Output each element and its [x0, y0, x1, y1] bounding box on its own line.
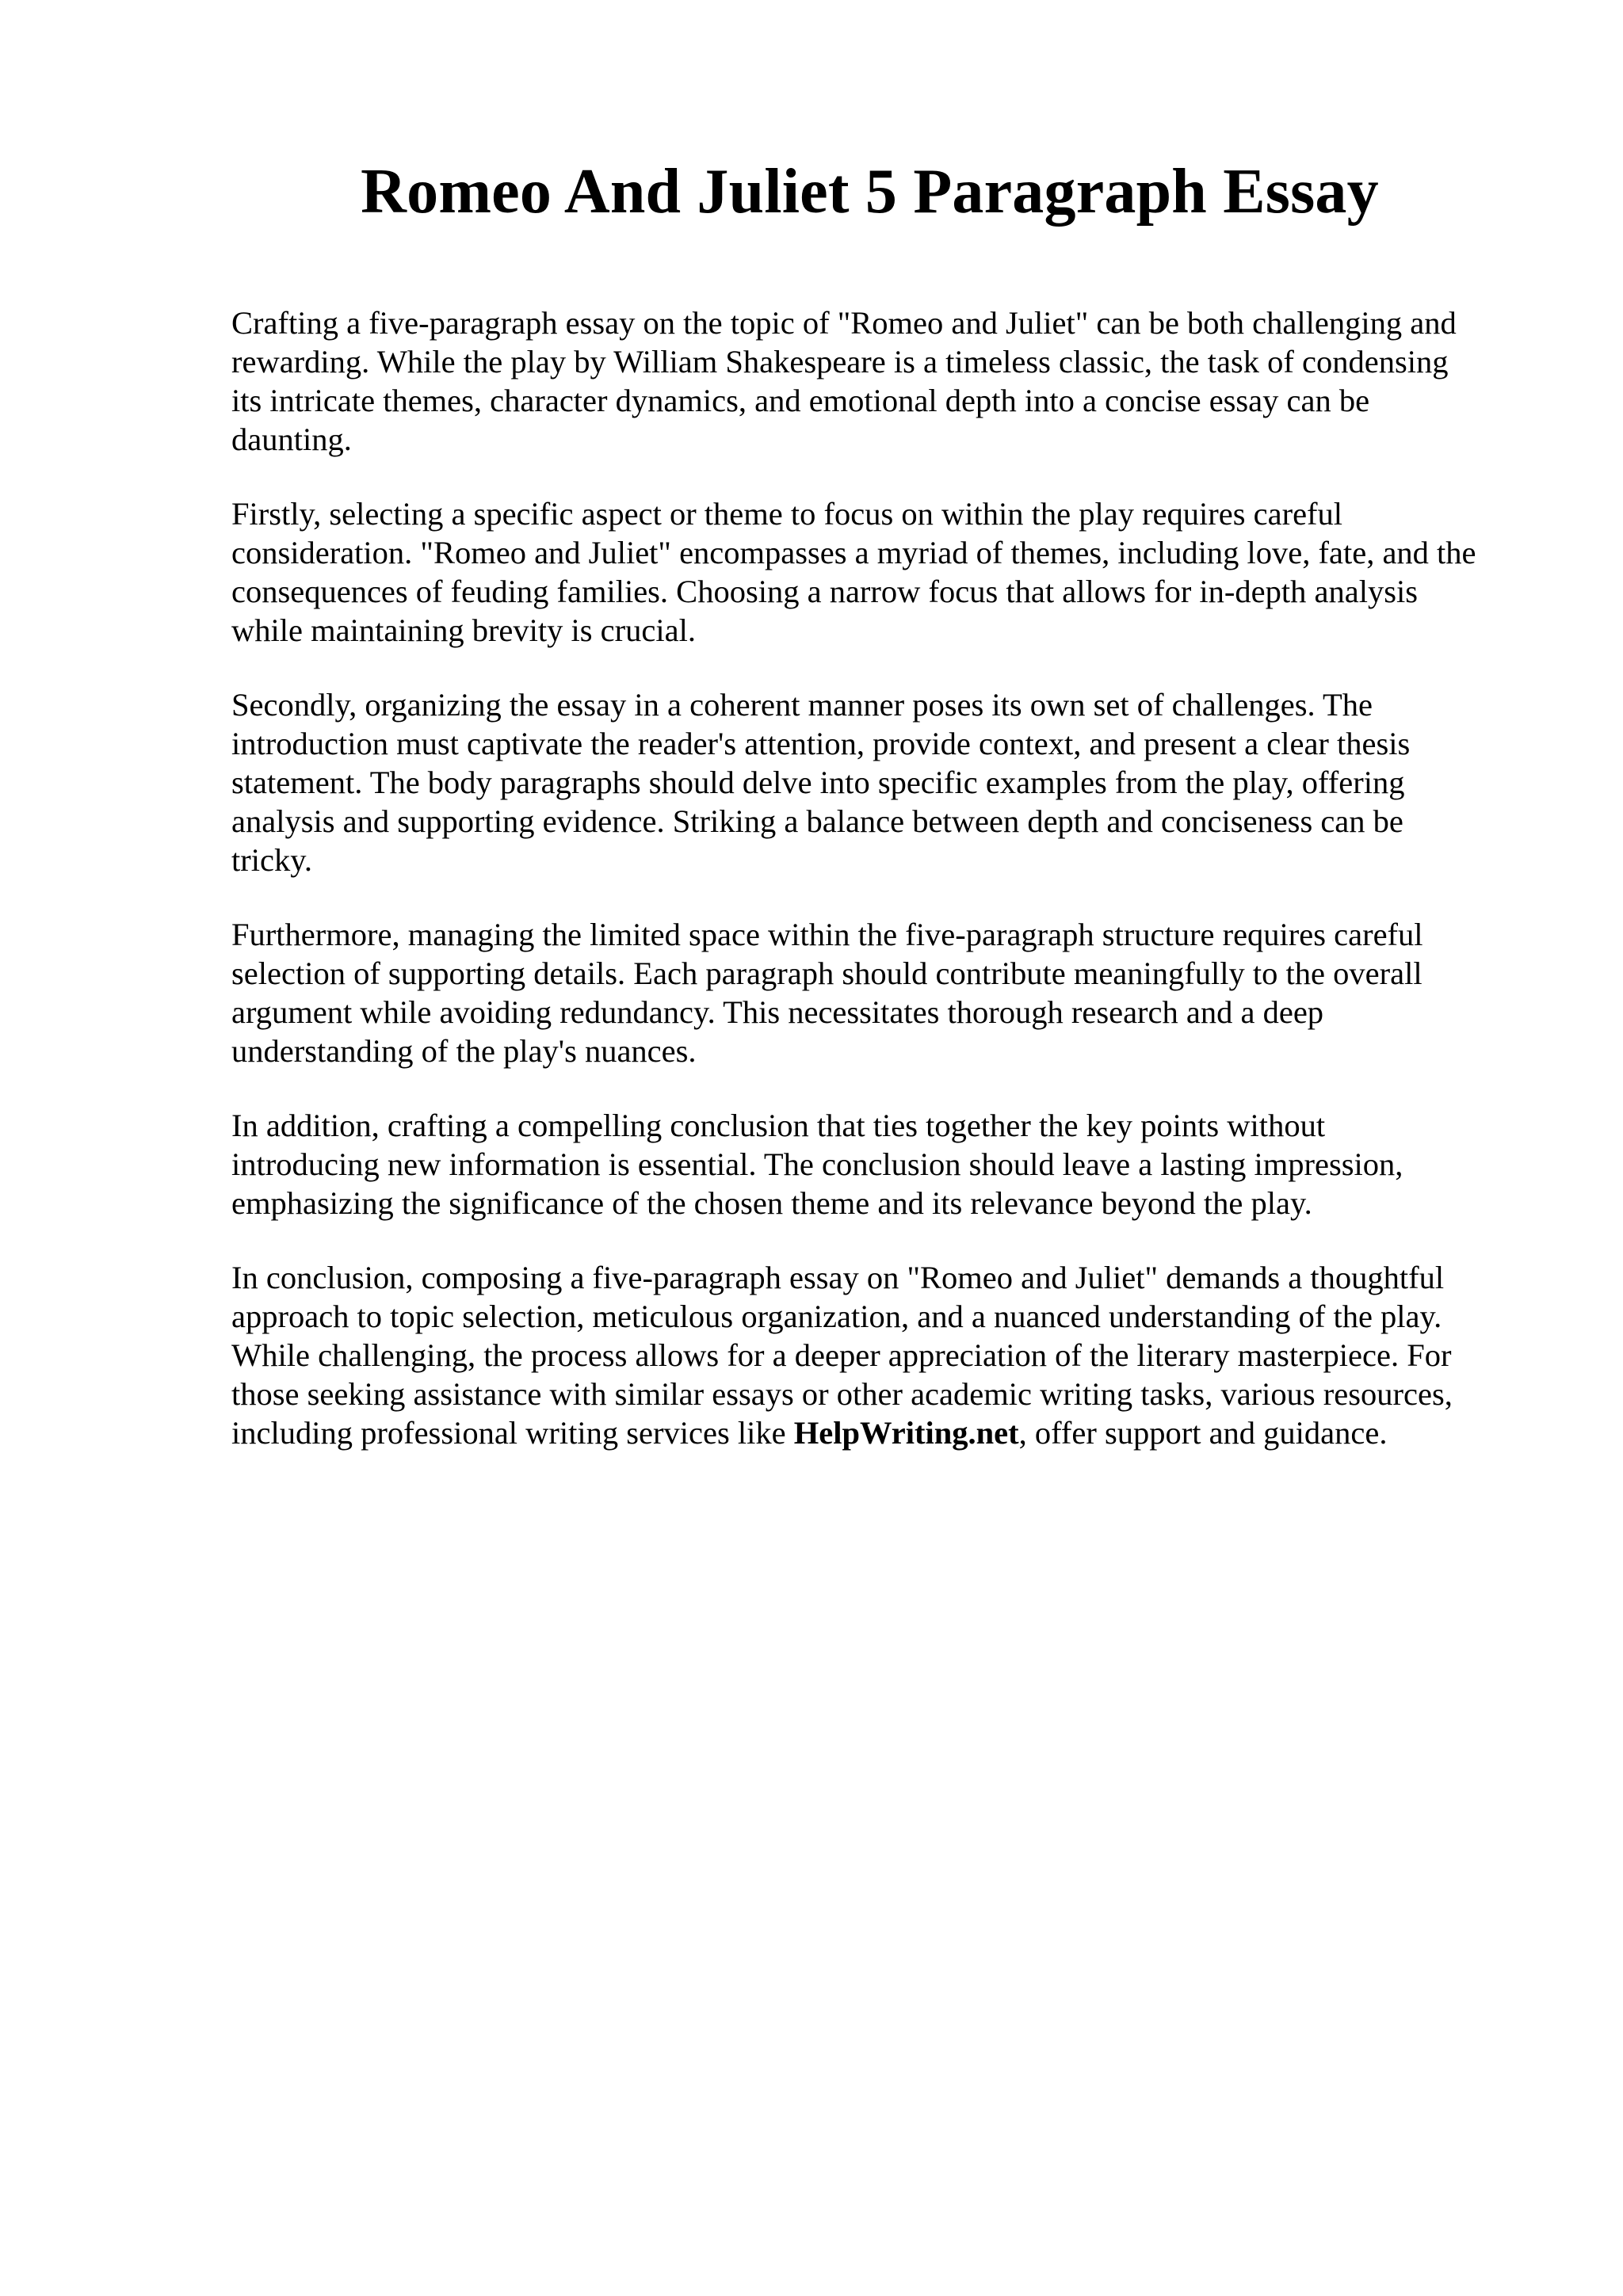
- text-segment: , offer support and guidance.: [1018, 1415, 1388, 1451]
- text-line: tricky.: [231, 842, 312, 878]
- paragraph-firstly: [231, 494, 1610, 650]
- paragraph-furthermore: [231, 915, 1610, 1070]
- brand-link[interactable]: HelpWriting.net: [793, 1415, 1019, 1451]
- text-line-last: [231, 1413, 1610, 1452]
- text-line: consequences of feuding families. Choosing a narrow focus that allows for in-depth analysis: [231, 574, 1418, 609]
- text-line: argument while avoiding redundancy. This necessitates thorough research and a deep: [231, 994, 1324, 1030]
- paragraph-intro: [231, 303, 1610, 459]
- paragraph-in-addition: [231, 1106, 1610, 1222]
- text-line: Crafting a five-paragraph essay on the topic of "Romeo and Juliet" can be both challenging and: [231, 305, 1457, 341]
- essay-body: [231, 303, 1610, 1488]
- text-line: introduction must captivate the reader's attention, provide context, and present a clear thesis: [231, 726, 1411, 761]
- text-line: its intricate themes, character dynamics, and emotional depth into a concise essay can be: [231, 383, 1370, 418]
- text-line: Secondly, organizing the essay in a coherent manner poses its own set of challenges. The: [231, 687, 1373, 723]
- text-line: daunting.: [231, 421, 352, 457]
- text-line: While challenging, the process allows for a deeper appreciation of the literary masterpiece. For: [231, 1337, 1452, 1373]
- text-line: consideration. "Romeo and Juliet" encompasses a myriad of themes, including love, fate, and the: [231, 535, 1476, 570]
- essay-title: Romeo And Juliet 5 Paragraph Essay: [361, 157, 1379, 227]
- text-segment: including professional writing services like: [231, 1415, 794, 1451]
- text-line: while maintaining brevity is crucial.: [231, 612, 696, 648]
- text-line: rewarding. While the play by William Shakespeare is a timeless classic, the task of condensing: [231, 344, 1449, 379]
- text-line: In addition, crafting a compelling conclusion that ties together the key points without: [231, 1108, 1326, 1143]
- text-line: understanding of the play's nuances.: [231, 1033, 697, 1069]
- text-line: analysis and supporting evidence. Striking a balance between depth and conciseness can be: [231, 803, 1403, 839]
- text-line: In conclusion, composing a five-paragraph essay on "Romeo and Juliet" demands a thoughtful: [231, 1260, 1445, 1295]
- text-line: those seeking assistance with similar essays or other academic writing tasks, various resources,: [231, 1376, 1453, 1412]
- text-line: approach to topic selection, meticulous organization, and a nuanced understanding of the play.: [231, 1299, 1442, 1334]
- text-line: Furthermore, managing the limited space within the five-paragraph structure requires careful: [231, 917, 1423, 952]
- paragraph-conclusion: [231, 1258, 1610, 1452]
- text-line: emphasizing the significance of the chosen theme and its relevance beyond the play.: [231, 1185, 1312, 1221]
- paragraph-secondly: [231, 685, 1610, 879]
- text-line: statement. The body paragraphs should delve into specific examples from the play, offering: [231, 765, 1405, 800]
- text-line: Firstly, selecting a specific aspect or theme to focus on within the play requires careful: [231, 496, 1343, 532]
- text-line: selection of supporting details. Each paragraph should contribute meaningfully to the overall: [231, 955, 1423, 991]
- text-line: introducing new information is essential. The conclusion should leave a lasting impression,: [231, 1146, 1403, 1182]
